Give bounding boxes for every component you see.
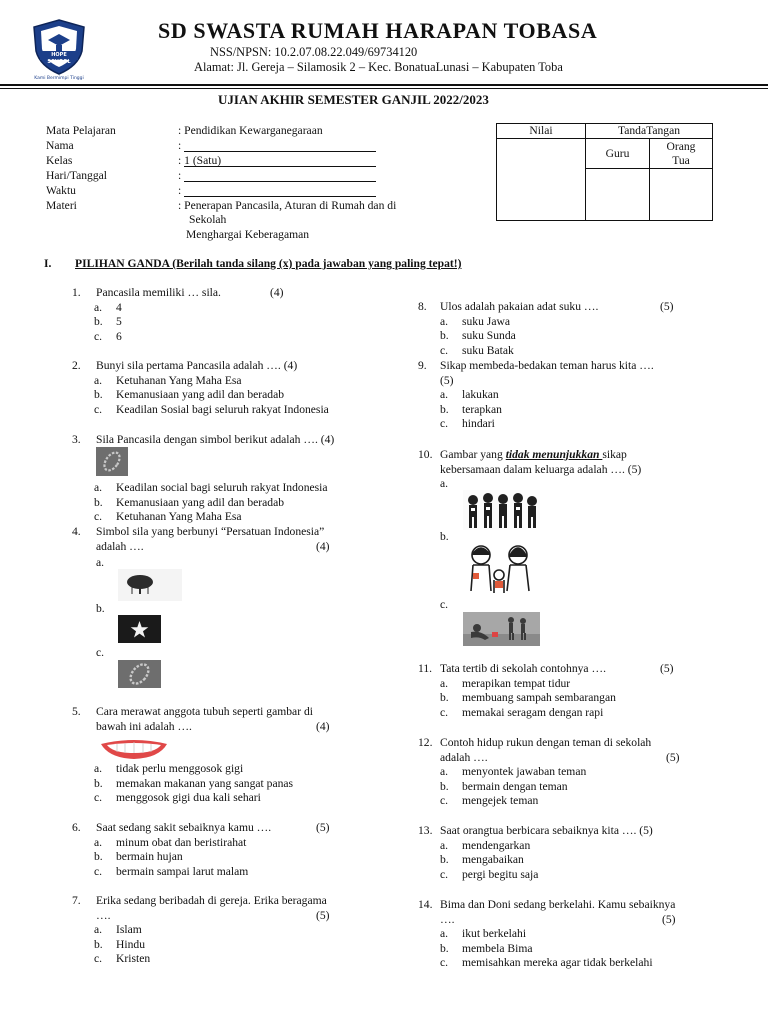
question-row xyxy=(418,913,748,928)
option[interactable] xyxy=(72,836,392,851)
option-letter: a. xyxy=(440,388,449,402)
question-text: Bunyi sila pertama Pancasila adalah …. (4) xyxy=(96,359,298,372)
question-row xyxy=(418,751,738,766)
option-letter: c. xyxy=(440,343,449,357)
info-label: Nama xyxy=(46,139,74,152)
nilai-header: Nilai xyxy=(497,124,586,139)
question-row xyxy=(418,736,738,751)
question-row xyxy=(72,359,392,374)
option-text: Kemanusiaan yang adil dan beradab xyxy=(116,495,285,509)
question-points: (5) xyxy=(660,300,674,313)
guru-signature-cell[interactable] xyxy=(586,169,650,221)
option-text: Ketuhanan Yang Maha Esa xyxy=(116,510,242,524)
question-14 xyxy=(418,898,748,971)
question-text: Saat orangtua berbicara sebaiknya kita …. (5) xyxy=(440,824,653,837)
option-letter[interactable]: c. xyxy=(440,598,449,611)
question-row xyxy=(418,898,748,913)
orang-tua-line2: Tua xyxy=(672,153,690,167)
materi-cont: Menghargai Keberagaman xyxy=(186,228,310,241)
question-number: 8. xyxy=(418,300,427,313)
option[interactable] xyxy=(72,952,392,967)
option-text: mengejek teman xyxy=(462,794,539,808)
question-row xyxy=(72,720,392,735)
option-letter: b. xyxy=(94,850,103,864)
option-text: Keadilan Sosial bagi seluruh rakyat Indonesia xyxy=(116,402,329,416)
teeth-smile-icon xyxy=(99,738,169,760)
option[interactable] xyxy=(418,868,738,883)
question-number: 13. xyxy=(418,824,433,837)
option-letter: c. xyxy=(94,329,103,343)
option-text: Hindu xyxy=(116,937,145,951)
header-rule-thin xyxy=(0,88,768,89)
question-row xyxy=(418,448,738,463)
option-text: suku Sunda xyxy=(462,329,516,343)
question-2 xyxy=(72,359,392,417)
option-letter: b. xyxy=(440,853,449,867)
question-10 xyxy=(418,448,738,477)
orang-tua-header xyxy=(650,139,713,169)
question-row xyxy=(418,662,738,677)
option[interactable] xyxy=(418,344,738,359)
question-6 xyxy=(72,821,392,879)
section-number: I. xyxy=(44,257,52,270)
option-text: suku Jawa xyxy=(462,314,510,328)
question-number: 2. xyxy=(72,359,81,372)
question-9 xyxy=(418,359,738,432)
option[interactable] xyxy=(72,850,392,865)
question-row xyxy=(418,824,738,839)
question-points: (5) xyxy=(666,750,680,764)
star-symbol-icon xyxy=(118,615,161,643)
question-row xyxy=(418,463,738,478)
option[interactable] xyxy=(418,956,748,971)
chain-symbol-icon xyxy=(118,660,161,688)
materi-cont: Sekolah xyxy=(189,213,227,226)
option[interactable] xyxy=(72,330,392,345)
option-text: tidak perlu menggosok gigi xyxy=(116,762,244,775)
school-logo xyxy=(26,18,92,81)
option-text: hindari xyxy=(462,417,495,431)
option-text: Kemanusiaan yang adil dan beradab xyxy=(116,388,285,402)
question-row xyxy=(72,705,392,720)
option-text: 5 xyxy=(116,315,122,329)
question-number: 10. xyxy=(418,448,433,461)
question-number: 7. xyxy=(72,894,81,907)
option[interactable] xyxy=(418,765,738,780)
question-points: (4) xyxy=(316,539,330,553)
info-label: Mata Pelajaran xyxy=(46,124,116,137)
question-points: (5) xyxy=(316,908,330,922)
question-row xyxy=(418,359,738,374)
option[interactable] xyxy=(72,762,392,777)
banyan-tree-icon xyxy=(118,569,182,601)
question-number: 3. xyxy=(72,433,81,446)
option-text: merapikan tempat tidur xyxy=(462,676,571,690)
option-text: bermain sampai larut malam xyxy=(116,864,249,878)
option-text: terapkan xyxy=(462,402,502,416)
question-text: Contoh hidup rukun dengan teman di sekolah xyxy=(440,736,652,749)
logo-text: HOPE SCHOOL xyxy=(47,52,71,65)
option-letter: b. xyxy=(94,388,103,402)
option-letter: c. xyxy=(440,417,449,431)
option-text: minum obat dan beristirahat xyxy=(116,835,247,849)
question-number: 1. xyxy=(72,286,81,299)
option-text: Kristen xyxy=(116,952,151,966)
question-row xyxy=(72,909,392,924)
question-text: Sikap membeda-bedakan teman harus kita …. xyxy=(440,359,654,372)
section-title: PILIHAN GANDA (Berilah tanda silang (x) pada jawaban yang paling tepat!) xyxy=(75,257,462,270)
option-text: Ketuhanan Yang Maha Esa xyxy=(116,373,242,387)
option[interactable] xyxy=(72,510,392,525)
school-npsn: NSS/NPSN: 10.2.07.08.22.049/69734120 xyxy=(210,45,418,59)
question-row xyxy=(72,286,392,301)
question-5-options xyxy=(72,762,392,806)
orang-tua-line1: Orang xyxy=(666,140,696,153)
option-text: lakukan xyxy=(462,388,499,402)
option-letter: c. xyxy=(94,864,103,878)
option-letter: c. xyxy=(94,791,103,805)
question-3 xyxy=(72,433,392,448)
option[interactable] xyxy=(418,780,738,795)
option[interactable] xyxy=(418,691,738,706)
option-text: memisahkan mereka agar tidak berkelahi xyxy=(462,956,653,970)
option[interactable] xyxy=(418,417,738,432)
option[interactable] xyxy=(72,496,392,511)
option[interactable] xyxy=(418,315,738,330)
question-text-cont: adalah …. xyxy=(96,539,144,553)
option-text: Islam xyxy=(116,923,142,937)
option[interactable] xyxy=(72,865,392,880)
question-row xyxy=(418,374,738,389)
question-points: (5) xyxy=(660,662,674,675)
school-name: SD SWASTA RUMAH HARAPAN TOBASA xyxy=(158,18,598,43)
info-value: : 1 (Satu) xyxy=(178,154,222,167)
question-text-end: sikap xyxy=(602,448,627,461)
chain-symbol-icon xyxy=(96,447,128,476)
question-emphasis: tidak menunjukkan xyxy=(505,448,603,461)
info-value: : xyxy=(178,139,182,152)
question-text: Sila Pancasila dengan simbol berikut adalah …. (4) xyxy=(96,433,335,446)
question-row xyxy=(72,525,392,540)
guru-header: Guru xyxy=(586,139,650,169)
question-11 xyxy=(418,662,738,720)
date-blank-line[interactable] xyxy=(184,181,376,182)
option-letter: c. xyxy=(440,956,449,970)
option[interactable] xyxy=(72,388,392,403)
option[interactable] xyxy=(418,853,738,868)
option-letter[interactable]: a. xyxy=(440,477,449,490)
child-fallen-icon xyxy=(463,612,540,646)
question-number: 5. xyxy=(72,705,81,718)
question-text-cont: …. xyxy=(96,908,111,922)
option-letter: a. xyxy=(94,762,103,775)
option-letter: b. xyxy=(94,495,103,509)
option-letter: a. xyxy=(94,300,103,314)
header-rule-thick xyxy=(0,84,768,86)
option[interactable] xyxy=(72,301,392,316)
option-letter: b. xyxy=(94,937,103,951)
class-underline xyxy=(184,166,376,167)
question-text: Ulos adalah pakaian adat suku …. xyxy=(440,300,599,313)
option-letter: b. xyxy=(440,691,449,705)
option-letter: a. xyxy=(440,314,449,328)
info-value: : Pendidikan Kewarganegaraan xyxy=(178,124,323,137)
option-text: memakan makanan yang sangat panas xyxy=(116,776,294,790)
option-text: mendengarkan xyxy=(462,838,531,852)
option[interactable] xyxy=(72,374,392,389)
option-letter[interactable]: b. xyxy=(96,602,105,615)
option[interactable] xyxy=(418,942,748,957)
info-value: : Penerapan Pancasila, Aturan di Rumah dan di xyxy=(178,199,397,212)
option[interactable] xyxy=(418,677,738,692)
option-letter: b. xyxy=(94,315,103,329)
question-text: Gambar yang xyxy=(440,448,506,461)
parent-signature-cell[interactable] xyxy=(650,169,713,221)
children-group-icon xyxy=(463,490,540,530)
question-number: 4. xyxy=(72,525,81,538)
option-letter[interactable]: a. xyxy=(96,556,105,569)
option-letter: b. xyxy=(440,402,449,416)
option-letter: b. xyxy=(440,329,449,343)
question-row xyxy=(418,300,738,315)
info-label: Kelas xyxy=(46,154,73,167)
exam-title: UJIAN AKHIR SEMESTER GANJIL 2022/2023 xyxy=(218,92,489,107)
question-text: Tata tertib di sekolah contohnya …. xyxy=(440,662,606,675)
option-letter: b. xyxy=(94,776,103,790)
option-letter: b. xyxy=(440,941,449,955)
option-text: memakai seragam dengan rapi xyxy=(462,705,604,719)
option[interactable] xyxy=(72,938,392,953)
question-points: (5) xyxy=(662,912,676,926)
question-row xyxy=(72,433,392,448)
option-letter: a. xyxy=(440,676,449,690)
question-text: Saat sedang sakit sebaiknya kamu …. xyxy=(96,821,272,834)
question-number: 6. xyxy=(72,821,81,834)
question-text-cont: kebersamaan dalam keluarga adalah …. (5) xyxy=(440,462,642,476)
question-points: (5) xyxy=(316,821,330,834)
option-letter: c. xyxy=(94,952,103,966)
question-8 xyxy=(418,300,738,358)
question-1 xyxy=(72,286,392,344)
question-row xyxy=(72,821,392,836)
question-4 xyxy=(72,525,392,554)
option-text: 4 xyxy=(116,300,122,314)
option[interactable] xyxy=(418,388,738,403)
option[interactable] xyxy=(418,839,738,854)
option-text: menggosok gigi dua kali sehari xyxy=(116,791,261,805)
question-text: Simbol sila yang berbunyi “Persatuan Indonesia” xyxy=(96,525,325,538)
option-letter: c. xyxy=(440,794,449,808)
question-text-cont: adalah …. xyxy=(440,750,488,764)
question-text: Pancasila memiliki … sila. xyxy=(96,286,221,299)
info-label: Materi xyxy=(46,199,77,212)
option-letter[interactable]: b. xyxy=(440,530,449,543)
option-letter: c. xyxy=(94,510,103,524)
question-text-cont: …. xyxy=(440,912,455,926)
question-number: 14. xyxy=(418,898,433,911)
option-text: 6 xyxy=(116,329,122,343)
option-text: suku Batak xyxy=(462,343,514,357)
option-text: bermain dengan teman xyxy=(462,779,568,793)
option-letter: a. xyxy=(94,373,103,387)
option-letter: a. xyxy=(440,838,449,852)
info-value: : xyxy=(178,184,182,197)
question-text: Bima dan Doni sedang berkelahi. Kamu sebaiknya xyxy=(440,898,676,911)
option-text: menyontek jawaban teman xyxy=(462,765,587,779)
option-letter: c. xyxy=(440,867,449,881)
option[interactable] xyxy=(418,403,738,418)
school-address: Alamat: Jl. Gereja – Silamosik 2 – Kec. BonatuaLunasi – Kabupaten Toba xyxy=(194,60,563,74)
option-text: pergi begitu saja xyxy=(462,867,539,881)
info-label: Hari/Tanggal xyxy=(46,169,107,182)
info-value: : xyxy=(178,169,182,182)
option-letter: a. xyxy=(94,923,103,937)
question-number: 9. xyxy=(418,359,427,372)
question-12 xyxy=(418,736,738,809)
option-letter[interactable]: c. xyxy=(96,646,105,659)
question-row xyxy=(72,894,392,909)
option-text: membuang sampah sembarangan xyxy=(462,691,616,705)
option[interactable] xyxy=(72,777,392,792)
option-text: ikut berkelahi xyxy=(462,927,527,941)
family-together-icon xyxy=(463,543,540,595)
question-number: 11. xyxy=(418,662,433,675)
question-5 xyxy=(72,705,392,734)
tanda-tangan-header: TandaTangan xyxy=(586,124,713,139)
question-row xyxy=(72,540,392,555)
question-text: Cara merawat anggota tubuh seperti gambar di xyxy=(96,705,313,718)
option-letter: a. xyxy=(440,927,449,941)
question-text-cont: bawah ini adalah …. xyxy=(96,719,192,733)
name-blank-line[interactable] xyxy=(184,151,376,152)
option[interactable] xyxy=(72,403,392,418)
option-letter: a. xyxy=(94,835,103,849)
time-blank-line[interactable] xyxy=(184,196,376,197)
option-text: bermain hujan xyxy=(116,850,183,864)
question-13 xyxy=(418,824,738,882)
question-7 xyxy=(72,894,392,967)
option-text: membela Bima xyxy=(462,941,533,955)
option[interactable] xyxy=(72,481,392,496)
grade-signature-table xyxy=(496,123,713,221)
option[interactable] xyxy=(72,923,392,938)
question-3-options xyxy=(72,481,392,525)
option-letter: b. xyxy=(440,779,449,793)
option-text: Keadilan social bagi seluruh rakyat Indonesia xyxy=(116,481,328,494)
option-letter: a. xyxy=(94,481,103,494)
option[interactable] xyxy=(418,329,738,344)
question-points: (5) xyxy=(440,373,454,387)
option[interactable] xyxy=(418,927,748,942)
option[interactable] xyxy=(72,315,392,330)
question-text: Erika sedang beribadah di gereja. Erika beragama xyxy=(96,894,327,907)
logo-motto: Kami Bermimpi Tinggi xyxy=(34,76,84,81)
question-points: (4) xyxy=(270,286,284,299)
question-points: (4) xyxy=(316,719,330,733)
option[interactable] xyxy=(72,791,392,806)
option-text: mengabaikan xyxy=(462,853,524,867)
info-label: Waktu xyxy=(46,184,76,197)
option[interactable] xyxy=(418,794,738,809)
option-letter: c. xyxy=(94,402,103,416)
question-number: 12. xyxy=(418,736,433,749)
option-letter: a. xyxy=(440,765,449,779)
nilai-cell[interactable] xyxy=(497,139,586,221)
option-letter: c. xyxy=(440,705,449,719)
option[interactable] xyxy=(418,706,738,721)
